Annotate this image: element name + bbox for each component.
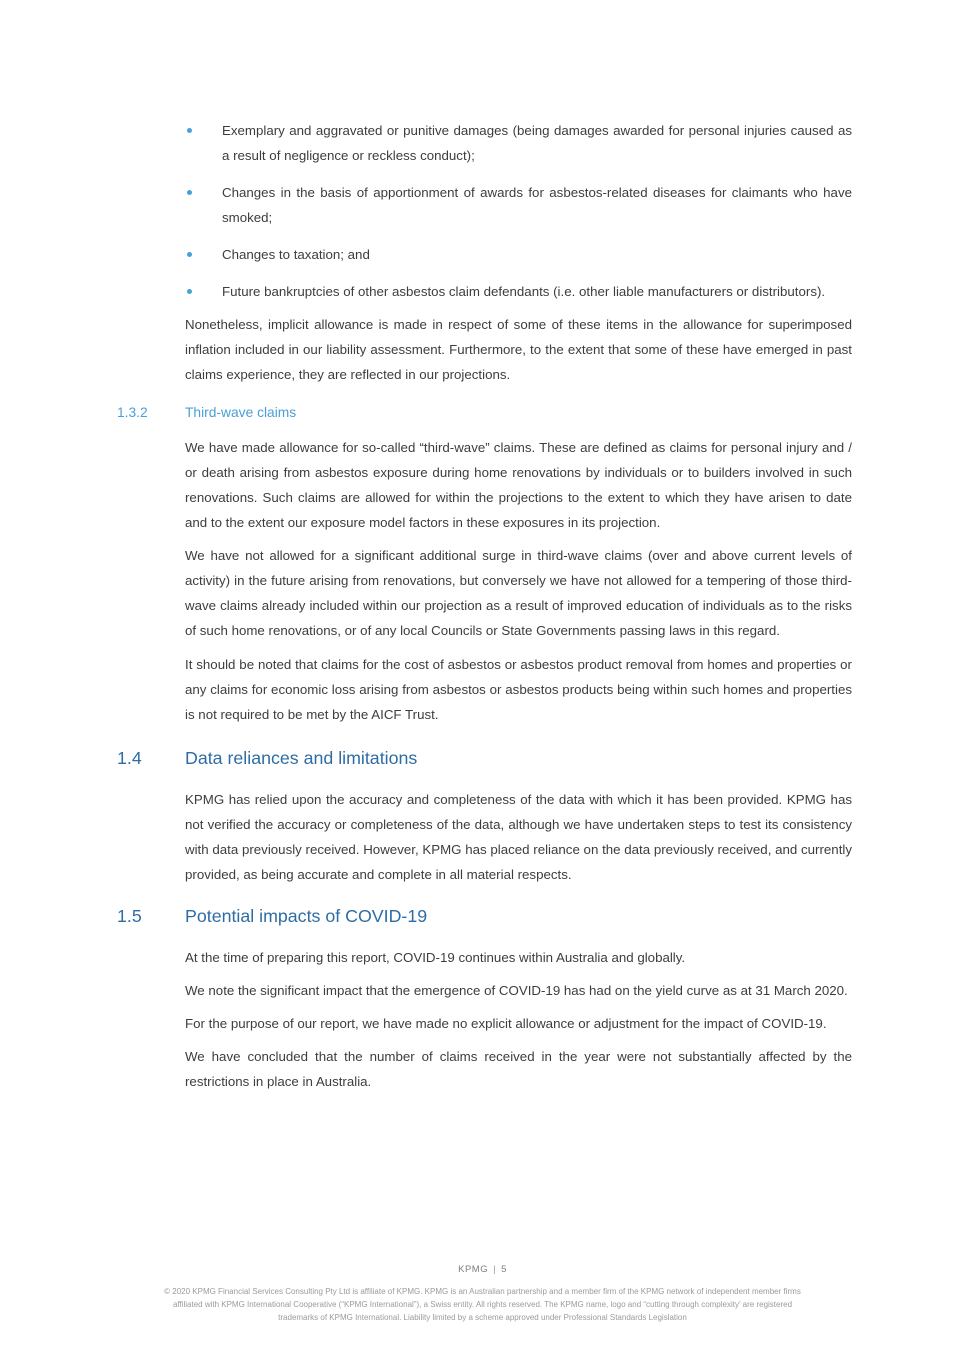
section-heading-1-5 xyxy=(117,903,852,929)
list-item-text: Future bankruptcies of other asbestos claim defendants (i.e. other liable manufacturers or distributors). xyxy=(222,284,826,299)
footer-brand: KPMG xyxy=(458,1264,489,1275)
paragraph: We have not allowed for a significant additional surge in third-wave claims (over and above current levels of activity) in the future arising from renovations, but conversely we have not allowed for a tempering of those third-wave claims already included within our projection as a result of improved education of individuals as to the risks of such home renovations, or of any local Councils or State Governments passing laws in this regard. xyxy=(185,548,852,638)
bullet-icon xyxy=(187,289,192,294)
paragraph: We have concluded that the number of claims received in the year were not substantially affected by the restrictions in place in Australia. xyxy=(185,1049,852,1089)
list-item xyxy=(185,242,852,267)
bullet-list xyxy=(117,118,852,304)
section-title: Data reliances and limitations xyxy=(185,748,418,768)
paragraph: Nonetheless, implicit allowance is made in respect of some of these items in the allowance for superimposed inflation included in our liability assessment. Furthermore, to the extent that some of these have emerged in past claims experience, they are reflected in our projections. xyxy=(185,317,852,382)
footer-page-number: 5 xyxy=(501,1264,507,1275)
legal-line: trademarks of KPMG International. Liability limited by a scheme approved under Professional Standards Legislation xyxy=(278,1313,687,1322)
bullet-icon xyxy=(187,128,192,133)
page-footer xyxy=(0,1264,965,1324)
bullet-icon xyxy=(187,190,192,195)
section-heading-1-3-2 xyxy=(117,403,852,423)
section-number: 1.5 xyxy=(117,906,142,926)
list-item xyxy=(185,118,852,168)
legal-line: © 2020 KPMG Financial Services Consulting Pty Ltd is affiliate of KPMG. KPMG is an Australian partnership and a member firm of the KPMG network of independent member firms xyxy=(164,1287,801,1296)
section-title: Potential impacts of COVID-19 xyxy=(185,906,428,926)
footer-separator: | xyxy=(493,1264,497,1275)
paragraph: KPMG has relied upon the accuracy and completeness of the data with which it has been provided. KPMG has not verified the accuracy or completeness of the data, although we have undertaken steps to test its consistency with data previously received. However, KPMG has placed reliance on the data previously received, and currently provided, as being accurate and complete in all material respects. xyxy=(185,792,852,882)
bullet-icon xyxy=(187,252,192,257)
section-number: 1.3.2 xyxy=(117,405,148,420)
footer-legal-text xyxy=(0,1285,965,1324)
footer-page-indicator xyxy=(0,1264,965,1275)
legal-line: affiliated with KPMG International Cooperative (“KPMG International”), a Swiss entity. All rights reserved. The KPMG name, logo and “cutting through complexity’ are registered xyxy=(172,1300,793,1309)
paragraph: We have made allowance for so-called “third-wave” claims. These are defined as claims for personal injury and / or death arising from asbestos exposure during home renovations by individuals or to builders involved in such renovations. Such claims are allowed for within the projections to the extent to which they have arisen to date and to the extent our exposure model factors in these exposures in its projection. xyxy=(185,440,852,530)
paragraph: It should be noted that claims for the cost of asbestos or asbestos product removal from homes and properties or any claims for economic loss arising from asbestos or asbestos products being within such homes and properties is not required to be met by the AICF Trust. xyxy=(185,657,852,722)
section-number: 1.4 xyxy=(117,748,142,768)
list-item-text: Changes in the basis of apportionment of awards for asbestos-related diseases for claimants who have smoked; xyxy=(222,185,852,225)
list-item-text: Exemplary and aggravated or punitive damages (being damages awarded for personal injuries caused as a result of negligence or reckless conduct); xyxy=(222,123,852,163)
section-heading-1-4 xyxy=(117,745,852,771)
section-title: Third-wave claims xyxy=(185,405,297,420)
paragraph: We note the significant impact that the emergence of COVID-19 has had on the yield curve as at 31 March 2020. xyxy=(185,983,848,998)
paragraph: For the purpose of our report, we have made no explicit allowance or adjustment for the impact of COVID-19. xyxy=(185,1016,827,1031)
list-item-text: Changes to taxation; and xyxy=(222,247,370,262)
list-item xyxy=(185,180,852,230)
list-item xyxy=(185,279,852,304)
paragraph: At the time of preparing this report, COVID-19 continues within Australia and globally. xyxy=(185,950,686,965)
